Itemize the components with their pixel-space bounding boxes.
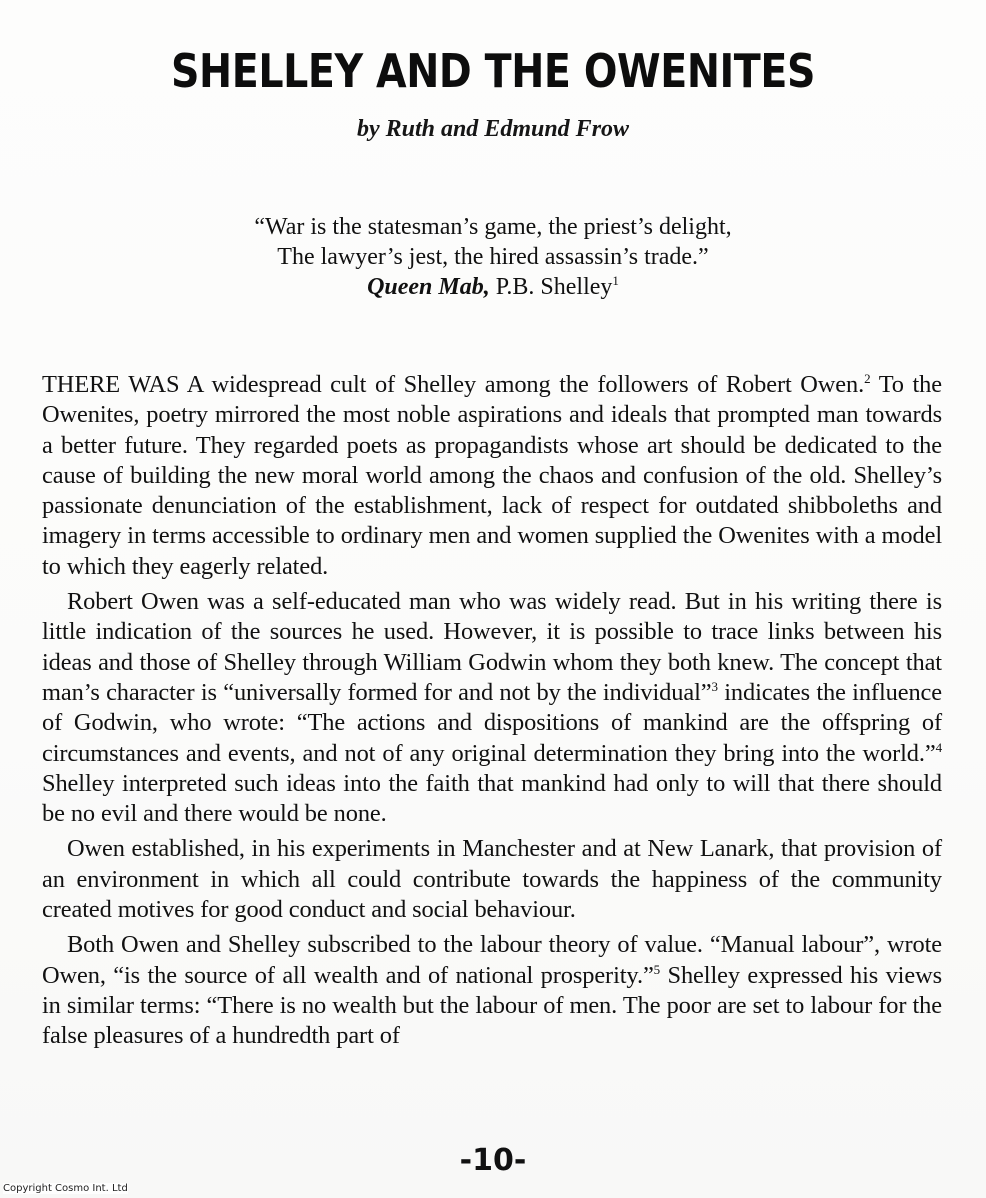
copyright-notice: Copyright Cosmo Int. Ltd: [3, 1183, 128, 1194]
paragraph-text: Shelley interpreted such ideas into the faith that mankind had only to will that there should be no evil and there would be none.: [42, 769, 942, 828]
footnote-ref: 4: [935, 739, 942, 755]
footnote-ref: 2: [864, 371, 871, 386]
paragraph-text: THERE WAS A widespread cult of Shelley among the followers of Robert Owen.: [42, 371, 865, 398]
page-number: -10-: [459, 1143, 527, 1178]
epigraph-line-2: The lawyer’s jest, the hired assassin’s trade.”: [277, 244, 709, 270]
article-byline: by Ruth and Edmund Frow: [356, 116, 630, 142]
epigraph-source-author: P.B. Shelley: [489, 274, 613, 300]
paragraph-4: [42, 930, 942, 1051]
article-title: SHELLEY AND THE OWENITES: [170, 44, 816, 98]
article-body: [42, 370, 942, 1052]
paragraph-text: Robert Owen was a self-educated man who was widely read. But in his writing there is little indication of the sources he used. However, it is possible to trace links between his ideas and those of Shelley through William Godwin whom they both knew. The concept that man’s character is “universally formed for and not by the individual”: [42, 588, 942, 706]
epigraph-source-title: Queen Mab,: [367, 274, 490, 300]
epigraph-attribution: [0, 272, 986, 302]
paragraph-text: indicates the influence of Godwin, who wrote: “The actions and dispositions of mankind are the offspring of circumstances and events, and not of any original determination they bring into the world.”: [42, 678, 942, 767]
epigraph: [0, 212, 986, 302]
paragraph-text: Both Owen and Shelley subscribed to the labour theory of value. “Manual labour”, wrote Owen, “is the source of all wealth and of national prosperity.”: [42, 931, 942, 989]
footnote-ref: 1: [612, 273, 619, 288]
footnote-ref: 3: [711, 678, 718, 694]
epigraph-line-1: “War is the statesman’s game, the priest’s delight,: [254, 214, 732, 240]
paragraph-2: [42, 587, 942, 829]
paragraph-3: [42, 834, 942, 925]
paragraph-text: To the Owenites, poetry mirrored the most noble aspirations and ideals that prompted man towards a better future. They regarded poets as propagandists whose art should be dedicated to the cause of building the new moral world among the chaos and confusion of the old. Shelley’s passionate denunciation of the establishment, lack of respect for outdated shibboleths and imagery in terms accessible to ordinary men and women supplied the Owenites with a model to which they eagerly related.: [42, 371, 942, 580]
paragraph-1: [42, 370, 942, 582]
paragraph-text: Owen established, in his experiments in Manchester and at New Lanark, that provision of an environment in which all could contribute towards the happiness of the community created motives for good conduct and social behaviour.: [42, 835, 942, 924]
footnote-ref: 5: [653, 961, 661, 977]
paragraph-text: Shelley expressed his views in similar terms: “There is no wealth but the labour of men. The poor are set to labour for the false pleasures of a hundredth part of: [42, 961, 942, 1050]
